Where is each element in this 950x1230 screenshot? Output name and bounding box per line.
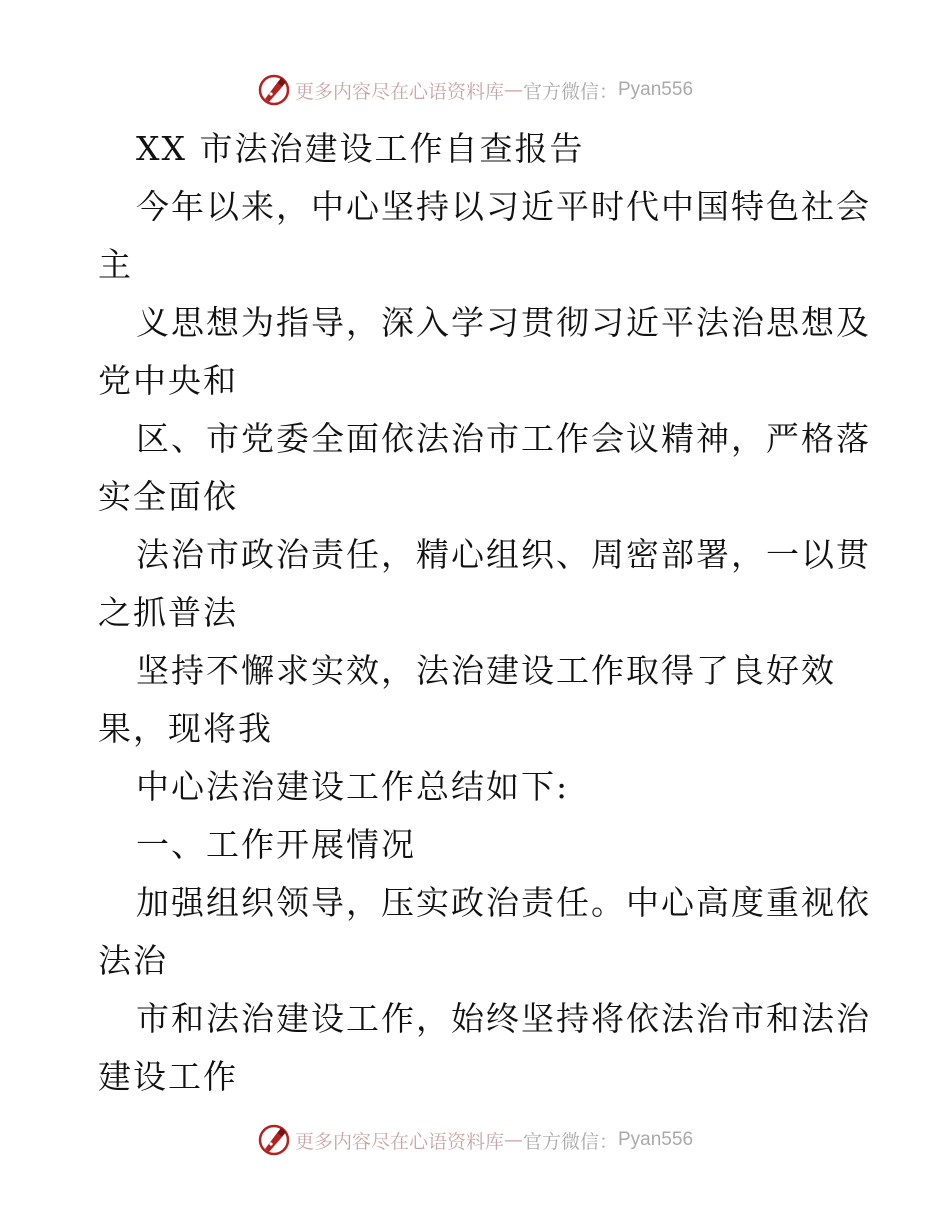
text-line: 实全面依 (98, 477, 238, 516)
footer-banner (0, 1118, 950, 1162)
header-banner (0, 68, 950, 112)
text-line: 法治市政治责任，精心组织、周密部署，一以贯 (136, 535, 871, 574)
banner-label: 官方微信： (522, 1130, 618, 1153)
banner-text: 更多内容尽在心语资料库 (294, 1130, 504, 1153)
document-body (98, 120, 871, 1106)
text-line: 之抓普法 (98, 593, 238, 632)
section-heading: 一、工作开展情况 (136, 825, 416, 864)
text-line: 义思想为指导，深入学习贯彻习近平法治思想及 (136, 303, 871, 342)
banner-wechat-id: Pyan556 (618, 1129, 694, 1150)
banner-wechat-id: Pyan556 (618, 79, 694, 100)
text-line: 坚持不懈求实效，法治建设工作取得了良好效 (136, 651, 836, 690)
text-line: 果，现将我 (98, 709, 273, 748)
pen-logo-icon (257, 73, 291, 107)
text-line: 党中央和 (98, 361, 238, 400)
banner-label: 官方微信： (522, 80, 618, 103)
pen-logo-icon (257, 1123, 291, 1157)
text-line: 区、市党委全面依法治市工作会议精神，严格落 (136, 419, 871, 458)
text-line: 今年以来，中心坚持以习近平时代中国特色社会 (136, 187, 871, 226)
text-line: 建设工作 (98, 1057, 238, 1096)
text-line: 主 (98, 245, 133, 284)
banner-separator: — (503, 1129, 523, 1151)
text-line: 中心法治建设工作总结如下: (136, 767, 570, 806)
text-line: 法治 (98, 941, 168, 980)
text-line: 市和法治建设工作，始终坚持将依法治市和法治 (136, 999, 871, 1038)
banner-text: 更多内容尽在心语资料库 (294, 80, 504, 103)
banner-separator: — (503, 79, 523, 101)
text-line: 加强组织领导，压实政治责任。中心高度重视依 (136, 883, 871, 922)
document-title: XX 市法治建设工作自查报告 (136, 129, 585, 168)
